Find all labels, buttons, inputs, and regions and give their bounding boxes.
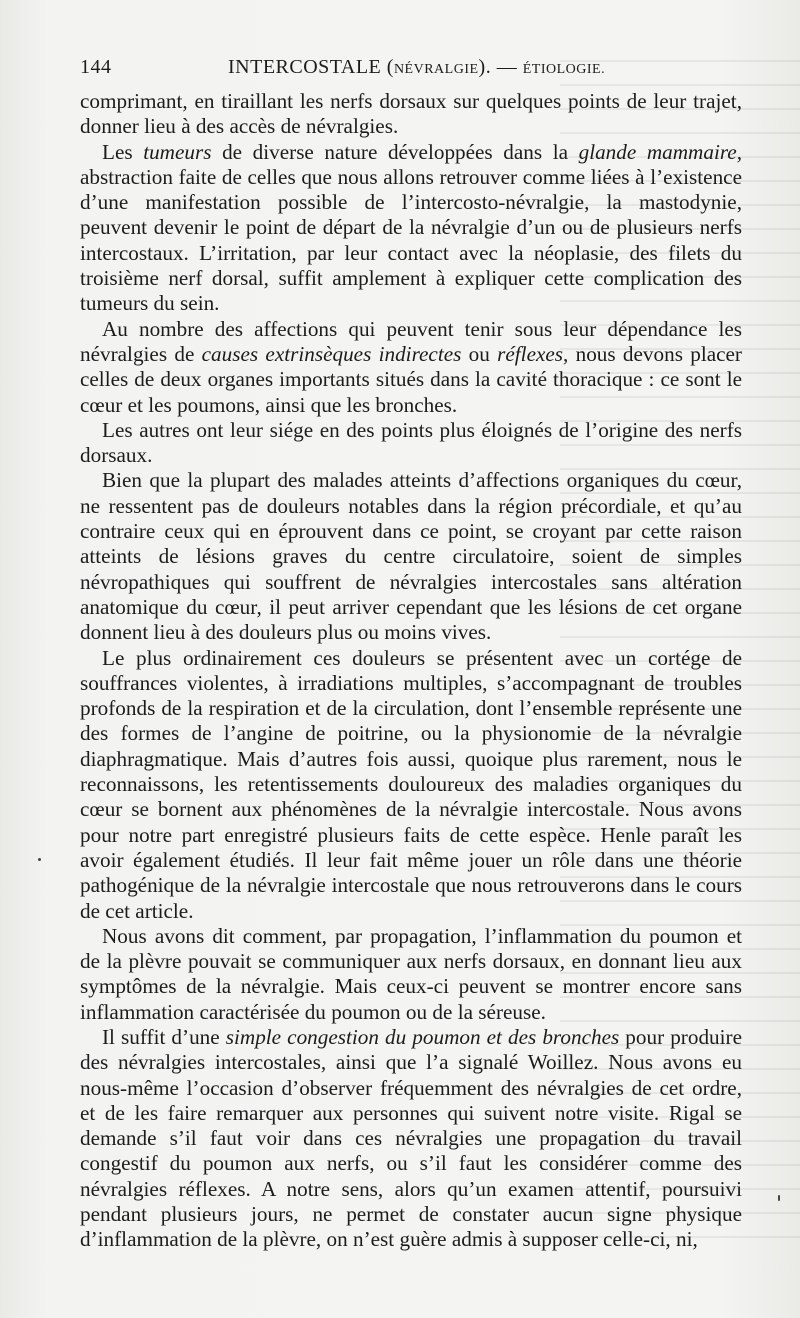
paragraph: [80, 924, 742, 1025]
paragraph: [80, 89, 742, 140]
italic-run: causes extrinsèques indirectes: [201, 341, 462, 366]
title-subsection: ÉTIOLOGIE.: [522, 62, 606, 77]
text-run: Les autres ont leur siége en des points plus éloignés de l’origine des nerfs dorsaux.: [80, 417, 742, 468]
text-run: Bien que la plupart des malades atteints d’affections organiques du cœur, ne ressentent pas de douleurs notables dans la région précordiale, et qu’au contraire ceux qui en éprouvent dans ce point, se croyant par cette raison atteints de lésions graves du centre circulatoire, soient de simples névropathiques qui souffrent de névralgies intercostales sans altération anatomique du cœur, il peut arriver cependant que les lésions de cet organe donnent lieu à des douleurs plus ou moins vives.: [80, 468, 742, 645]
paragraph: [80, 140, 742, 317]
text-run: Le plus ordinairement ces douleurs se présentent avec un cortége de souffrances violentes, à irradiations multiples, s’accompagnant de troubles profonds de la respiration et de la circulation, dont l’ensemble représente une des formes de l’angine de poitrine, ou la physionomie de la névralgie diaphragmatique. Mais d’autres fois aussi, quoique plus rarement, nous le reconnaissons, les retentissements douloureux des maladies organiques du cœur se bornent aux phénomènes de la névralgie intercostale. Nous avons pour notre part enregistré plusieurs faits de cette espèce. Henle paraît les avoir également étudiés. Il leur fait même jouer un rôle dans une théorie pathogénique de la névralgie intercostale que nous retrouverons dans le cours de cet article.: [80, 645, 742, 923]
italic-run: tumeurs: [143, 139, 212, 164]
running-header: [80, 56, 740, 84]
body-text: [80, 89, 742, 1253]
text-run: abstraction faite de celles que nous allons retrouver comme liées à l’existence d’une manifestation possible de l’intercosto-névralgie, la mastodynie, peuvent devenir le point de départ de la névralgie d’un ou de plusieurs nerfs intercostaux. L’irritation, par leur contact avec la néoplasie, des filets du troisième nerf dorsal, suffit amplement à expliquer cette complication des tumeurs du sein.: [80, 164, 742, 316]
title-section: NÉVRALGIE: [393, 62, 479, 77]
text-run: Il suffit d’une: [102, 1024, 226, 1049]
text-run: Les: [102, 139, 144, 164]
italic-run: glande mammaire,: [578, 139, 742, 164]
text-run: ou: [461, 341, 498, 366]
paragraph: [80, 646, 742, 924]
text-run: Au nombre des affections qui peuvent tenir sous leur dépendance les névralgies de: [80, 316, 742, 366]
text-run: Nous avons dit comment, par propagation, l’inflammation du poumon et de la plèvre pouvait se communiquer aux nerfs dorsaux, en donnant lieu aux symptômes de la névralgie. Mais ceux-ci peuvent se montrer encore sans inflammation caractérisée du poumon ou de la séreuse.: [80, 923, 742, 1024]
paragraph: [80, 418, 742, 469]
paragraph: [80, 317, 742, 418]
title-separator: ). —: [478, 56, 523, 78]
paragraph: [80, 468, 742, 645]
ink-speck: [778, 1195, 780, 1201]
page-number: 144: [80, 56, 112, 78]
paragraph: [80, 1025, 742, 1253]
italic-run: réflexes: [497, 341, 564, 366]
text-run: pour produire des névralgies intercostales, ainsi que l’a signalé Woillez. Nous avons eu nous-même l’occasion d’observer fréquemment des névralgies de cet ordre, et de les faire remarquer aux personnes qui suivent notre visite. Rigal se demande s’il faut voir dans ces névralgies une propagation du travail congestif du poumon aux nerfs, ou s’il faut les considérer comme des névralgies réflexes. A notre sens, alors qu’un examen attentif, poursuivi pendant plusieurs jours, ne permet de constater aucun signe physique d’inflammation de la plèvre, on n’est guère admis à supposer celle-ci, ni,: [80, 1024, 742, 1252]
title-main: INTERCOSTALE (: [228, 56, 394, 78]
text-run: comprimant, en tiraillant les nerfs dorsaux sur quelques points de leur trajet, donner lieu à des accès de névralgies.: [80, 89, 742, 139]
text-run: , nous devons placer celles de deux organes importants situés dans la cavité thoracique : ce sont le cœur et les poumons, ainsi que les bronches.: [80, 341, 742, 417]
ink-speck: [38, 858, 41, 861]
text-run: de diverse nature développées dans la: [211, 139, 579, 164]
running-title: [228, 56, 605, 79]
italic-run: simple congestion du poumon et des bronches: [225, 1024, 620, 1049]
